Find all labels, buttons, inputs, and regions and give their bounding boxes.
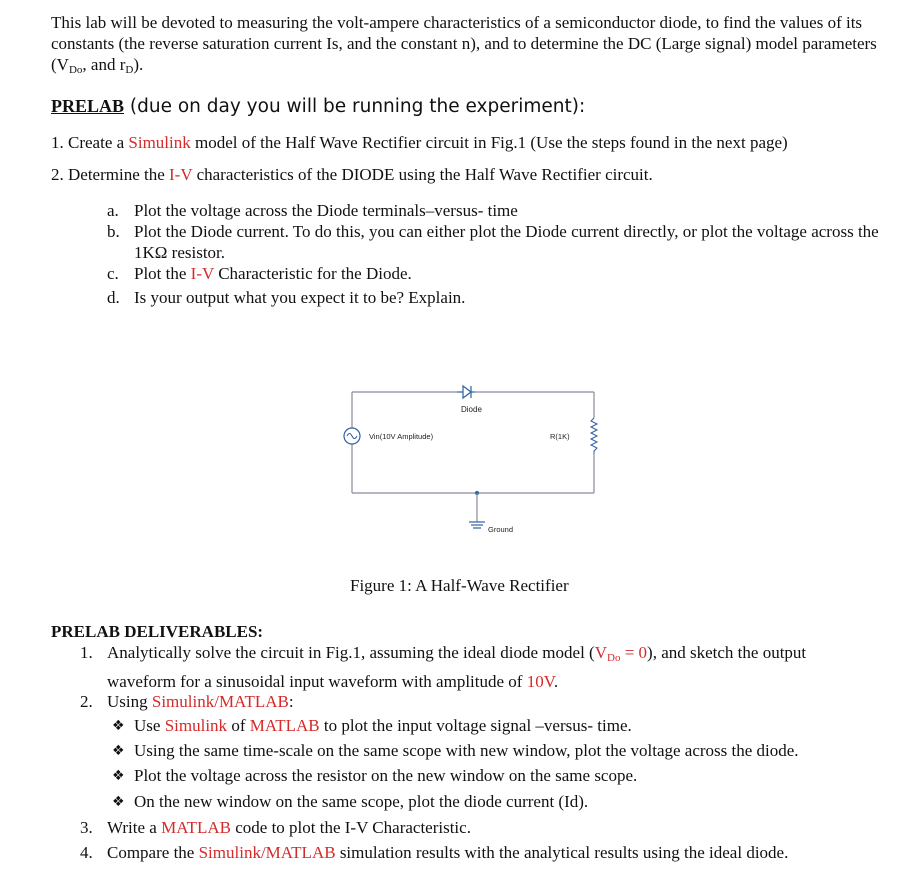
prelab-item-1-red: Simulink — [128, 133, 191, 152]
ground-label: Ground — [488, 525, 514, 534]
subitem-c-text — [134, 263, 884, 284]
prelab-item-2-red: I-V — [169, 165, 193, 184]
bullet-1-red2: MATLAB — [249, 716, 320, 735]
deliverable-1-end: . — [553, 672, 559, 691]
bullet-1-post: to plot the input voltage signal –versus- time. — [319, 716, 632, 735]
subitem-a-text: Plot the voltage across the Diode terminals–versus- time — [134, 201, 518, 220]
prelab-item-1-pre: 1. Create a — [51, 133, 129, 152]
bullet-1-pre: Use — [134, 716, 165, 735]
deliverable-4-num: 4. — [80, 843, 93, 862]
deliverable-3-post: code to plot the I-V Characteristic. — [230, 818, 471, 837]
prelab-subtitle: (due on day you will be running the experiment): — [124, 96, 586, 117]
deliverable-4-pre: Compare the — [107, 843, 199, 862]
prelab-item-2 — [51, 164, 653, 186]
deliverable-1 — [80, 641, 880, 691]
subitem-a-label: a. — [107, 201, 119, 220]
subitem-b-label: b. — [107, 222, 120, 241]
bullet-4-text: On the new window on the same scope, plot the diode current (Id). — [134, 792, 589, 811]
diode-label: Diode — [461, 405, 482, 414]
half-wave-rectifier-figure — [340, 372, 610, 547]
ac-source-icon — [344, 428, 360, 444]
intro-rd-sub: D — [125, 64, 134, 76]
deliverable-1-v: V — [594, 643, 607, 662]
deliverable-2-num: 2. — [80, 692, 93, 711]
deliverable-2-text — [107, 690, 879, 713]
figure-caption: Figure 1: A Half-Wave Rectifier — [350, 576, 569, 595]
deliverable-2-pre: Using — [107, 692, 152, 711]
diamond-bullet-icon: ❖ — [112, 718, 125, 734]
deliverables-heading: PRELAB DELIVERABLES: — [51, 622, 264, 641]
resistor-symbol — [591, 418, 597, 454]
prelab-title: PRELAB — [51, 96, 125, 116]
subitem-b-text: Plot the Diode current. To do this, you can either plot the Diode current directly, or plot the voltage across the 1KΩ resistor. — [134, 222, 879, 262]
deliverable-4-post: simulation results with the analytical results using the ideal diode. — [335, 843, 789, 862]
subitem-c-post: Characteristic for the Diode. — [213, 264, 412, 283]
deliverable-1-amp: 10V — [526, 672, 554, 691]
diamond-bullet-icon: ❖ — [112, 794, 125, 810]
deliverable-1-eq: = 0 — [620, 643, 648, 662]
deliverable-2-red: Simulink/MATLAB — [151, 692, 289, 711]
intro-vdo-sub: Do — [68, 64, 83, 76]
deliverable-4-text — [107, 841, 879, 864]
prelab-item-1 — [51, 132, 788, 154]
deliverable-3-pre: Write a — [107, 818, 162, 837]
deliverable-3-red: MATLAB — [161, 818, 231, 837]
subitem-c-red: I-V — [190, 264, 214, 283]
prelab-item-2-post: characteristics of the DIODE using the Half Wave Rectifier circuit. — [192, 165, 653, 184]
bullet-2-text: Using the same time-scale on the same scope with new window, plot the voltage across the diode. — [134, 741, 799, 760]
deliverable-2-post: : — [288, 692, 294, 711]
deliverable-3-num: 3. — [80, 818, 93, 837]
ground-icon — [469, 522, 485, 528]
resistor-label: R(1K) — [550, 432, 570, 441]
intro-text-2: , and r — [82, 55, 126, 74]
subitem-d-text: Is your output what you expect it to be? Explain. — [134, 288, 466, 307]
bullet-3-text: Plot the voltage across the resistor on the new window on the same scope. — [134, 766, 638, 785]
prelab-item-2-pre: 2. Determine the — [51, 165, 170, 184]
subitem-c-pre: Plot the — [134, 264, 191, 283]
deliverable-1-num: 1. — [80, 643, 93, 662]
deliverable-1-mid: ), and sketch the output waveform for a sinusoidal input waveform with amplitude of — [107, 643, 807, 691]
bullet-1-mid: of — [227, 716, 250, 735]
intro-paragraph — [51, 12, 881, 81]
deliverable-4-red: Simulink/MATLAB — [198, 843, 336, 862]
subitem-d-label: d. — [107, 288, 120, 307]
subitem-c-label: c. — [107, 264, 119, 283]
intro-text-1: This lab will be devoted to measuring the volt-ampere characteristics of a semiconductor diode, to find the values of its constants (the reverse saturation current Is, and the constant n), and to determine the DC (Large signal) model parameters (V — [51, 13, 877, 74]
bullet-1-red1: Simulink — [164, 716, 228, 735]
diamond-bullet-icon: ❖ — [112, 743, 125, 759]
prelab-heading — [51, 95, 585, 118]
diode-symbol — [457, 386, 475, 398]
bullet-1-text — [134, 715, 632, 737]
source-label: Vin(10V Amplitude) — [369, 432, 434, 441]
prelab-item-1-post: model of the Half Wave Rectifier circuit in Fig.1 (Use the steps found in the next page) — [190, 133, 788, 152]
diamond-bullet-icon: ❖ — [112, 768, 125, 784]
intro-text-3: ). — [133, 55, 144, 74]
deliverable-3-text — [107, 816, 879, 839]
deliverable-1-text — [107, 641, 879, 693]
deliverable-1-vsub: Do — [607, 652, 621, 664]
deliverable-1-pre: Analytically solve the circuit in Fig.1, assuming the ideal diode model ( — [107, 643, 595, 662]
